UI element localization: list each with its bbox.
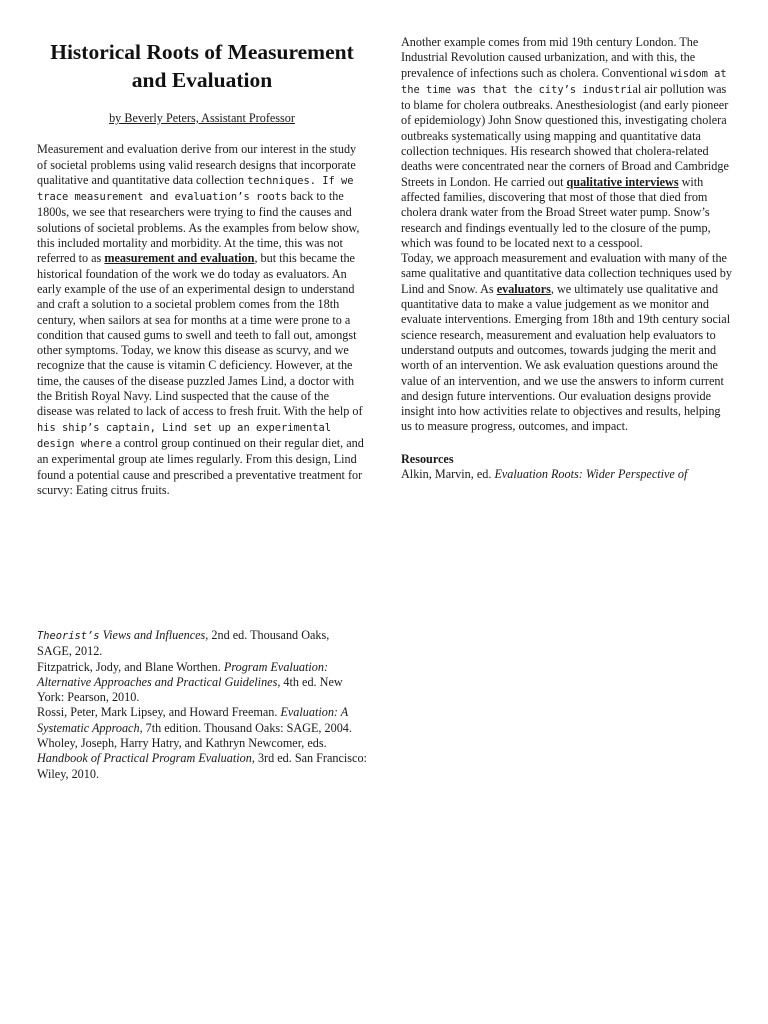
reference-fitzpatrick: Fitzpatrick, Jody, and Blane Worthen. Program Evaluation: Alternative Approaches and Practical Guidelines, 4th ed. New York: Pearson, 2010. [37, 659, 343, 705]
today-paragraph: Today, we approach measurement and evaluation with many of the same qualitative and quantitative data collection techniques used by Lind and Snow. As evaluators, we ultimately use qualitative and quantitative data to make a value judgement as we monitor and evaluate interventions. Emerging from 18th and 19th century social science research, measurement and evaluation help evaluators to understand outputs and outcomes, towards judging the merit and worth of an intervention. We ask evaluation questions around the value of an intervention, and we use the answers to inform current and design future interventions. Our evaluation designs provide insight into how activities relate to objectives and results, helping us to measure progress, outcomes, and impact. [401, 251, 732, 434]
reference-rossi: Rossi, Peter, Mark Lipsey, and Howard Freeman. Evaluation: A Systematic Approach, 7th edition. Thousand Oaks: SAGE, 2004. [37, 705, 352, 735]
byline-link[interactable]: by Beverly Peters, Assistant Professor [109, 111, 295, 125]
right-column [401, 35, 734, 482]
snow-paragraph: Another example comes from mid 19th century London. The Industrial Revolution caused urbanization, and with this, the prevalence of infections such as cholera. Conventional wisdom at the time was that the city’s industrial air pollution was to blame for cholera outbreaks. Anesthesiologist (and early pioneer of epidemiology) John Snow questioned this, investigating cholera outbreaks systematically using mapping and quantitative data collection techniques. His research showed that cholera-related deaths were concentrated near the corners of Broad and Cambridge Streets in London. He carried out qualitative interviews with affected families, discovering that most of those that died from cholera drank water from the Broad Street water pump. Snow’s research and findings eventually led to the closure of the pump, which was found to be located next to a cesspool. [401, 35, 729, 250]
reference-alkin: Alkin, Marvin, ed. Evaluation Roots: Wider Perspective of [401, 467, 688, 482]
measurement-evaluation-link[interactable]: measurement and evaluation [104, 251, 255, 266]
evaluators-link[interactable]: evaluators [496, 281, 551, 296]
resources-list-continued [37, 628, 367, 782]
page-title: Historical Roots of Measurement and Evaluation [50, 40, 354, 92]
reference-alkin-continued: Theorist’s Views and Influences, 2nd ed. Thousand Oaks, SAGE, 2012. [37, 628, 330, 659]
reference-wholey: Wholey, Joseph, Harry Hatry, and Kathryn Newcomer, eds. Handbook of Practical Program Evaluation, 3rd ed. San Francisco: Wiley, 2010. [37, 736, 367, 781]
resources-heading: Resources [401, 451, 454, 466]
intro-paragraph: Measurement and evaluation derive from our interest in the study of societal problems using valid research designs that incorporate qualitative and quantitative data collection techniques. If we trace measurement and evaluation’s roots back to the 1800s, we see that researchers were trying to find the causes and solutions of societal problems. As the examples from below show, this included mortality and morbidity. At the time, this was not referred to as measurement and evaluation, but this became the historical foundation of the work we do today as evaluators. An early example of the use of an experimental design to understand and craft a solution to a societal problem comes from the 18th century, when sailors at sea for months at a time were prone to a condition that caused gums to swell and teeth to fall out, amongst other symptoms. Today, we know this disease as scurvy, and we recognize that the cause is vitamin C deficiency. However, at the time, the causes of the disease puzzled James Lind, a doctor with the British Royal Navy. Lind suspected that the cause of the disease was related to lack of access to fresh fruit. With the help of his ship’s captain, Lind set up an experimental design where a control group continued on their regular diet, and an experimental group ate limes regularly. From this design, Lind found a potential cause and prescribed a preventative treatment for scurvy: Eating citrus fruits. [37, 142, 364, 497]
left-column [37, 38, 367, 498]
qualitative-interviews-link[interactable]: qualitative interviews [566, 174, 679, 189]
